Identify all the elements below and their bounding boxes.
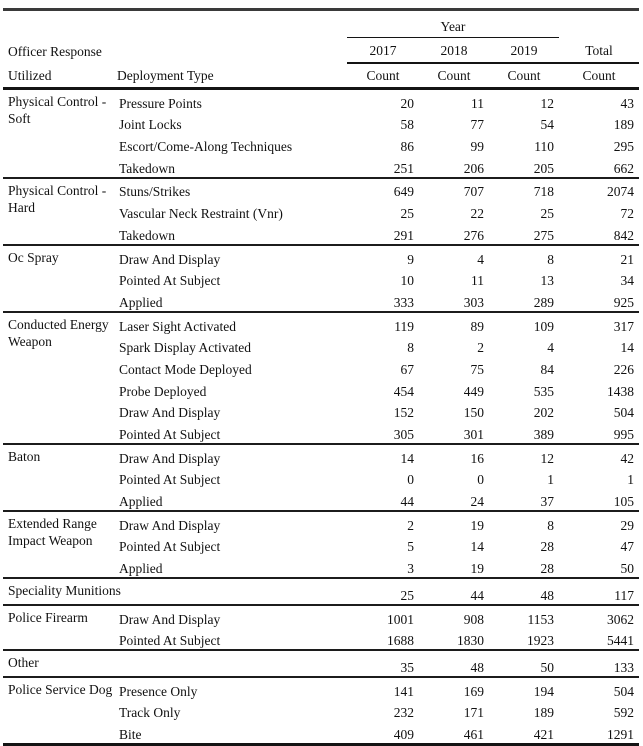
total-count-cell: 3062 (559, 605, 639, 628)
count-cell: 25 (400, 206, 414, 222)
deployment-type-cell: Applied (119, 494, 163, 510)
table-row (3, 605, 639, 628)
count-cell: 77 (470, 117, 484, 133)
count-cell: 461 (463, 726, 484, 742)
header-spacer (117, 38, 347, 64)
deployment-type-cell: Draw And Display (117, 511, 347, 534)
year-spanner-row (3, 10, 639, 38)
count-cell: 718 (489, 178, 559, 201)
table-row (3, 578, 639, 605)
count-cell: 150 (463, 405, 484, 421)
table-row (3, 677, 639, 700)
table-row (3, 511, 639, 534)
total-count-cell: 189 (613, 117, 634, 133)
count-cell: 11 (471, 273, 484, 289)
count-cell: 13 (540, 273, 554, 289)
count-header-total: Count (559, 63, 639, 89)
total-count-cell: 662 (613, 160, 634, 176)
count-cell: 333 (393, 294, 414, 310)
count-cell: 649 (347, 178, 419, 201)
group-label: Extended Range Impact Weapon (3, 511, 117, 578)
deployment-type-cell: Contact Mode Deployed (119, 361, 252, 377)
count-cell: 4 (547, 340, 554, 356)
total-count-cell: 1438 (607, 383, 634, 399)
count-cell: 11 (471, 95, 484, 111)
total-count-cell: 50 (620, 561, 634, 577)
count-cell: 1688 (387, 633, 414, 649)
deployment-type-cell: Draw And Display (117, 245, 347, 268)
total-count-cell: 117 (559, 578, 639, 605)
column-header-2019: 2019 (489, 38, 559, 64)
deployment-type-cell: Bite (119, 726, 142, 742)
deployment-type-cell: Escort/Come-Along Techniques (119, 139, 293, 155)
count-cell: 275 (533, 227, 554, 243)
count-cell: 37 (540, 494, 554, 510)
count-cell: 3 (407, 561, 414, 577)
count-cell: 194 (489, 677, 559, 700)
count-header-2017: Count (347, 63, 419, 89)
count-cell: 25 (347, 578, 419, 605)
count-cell: 0 (477, 472, 484, 488)
count-cell: 75 (470, 361, 484, 377)
count-cell: 276 (463, 227, 484, 243)
count-cell: 8 (489, 511, 559, 534)
count-cell: 289 (533, 294, 554, 310)
count-cell: 14 (347, 444, 419, 467)
deployment-type-cell: Applied (119, 561, 163, 577)
deployment-type-cell: Pressure Points (119, 95, 202, 111)
count-cell: 12 (540, 95, 554, 111)
count-cell: 454 (393, 383, 414, 399)
count-cell: 99 (470, 139, 484, 155)
count-cell: 35 (347, 650, 419, 677)
total-count-cell: 295 (613, 139, 634, 155)
count-cell: 1153 (489, 605, 559, 628)
count-cell: 67 (400, 361, 414, 377)
total-count-cell: 226 (613, 361, 634, 377)
total-count-cell: 29 (559, 511, 639, 534)
count-cell: 409 (393, 726, 414, 742)
total-count-cell: 105 (613, 494, 634, 510)
deployment-type-header: Deployment Type (117, 63, 347, 89)
total-count-cell: 72 (620, 206, 634, 222)
total-count-cell: 5441 (607, 633, 634, 649)
count-cell: 2 (477, 340, 484, 356)
group-label: Baton (3, 444, 117, 511)
count-cell: 12 (489, 444, 559, 467)
table-row (3, 89, 639, 112)
group-label: Physical Control - Hard (3, 178, 117, 245)
count-cell: 305 (393, 427, 414, 442)
count-cell: 119 (347, 312, 419, 335)
total-count-cell: 2074 (559, 178, 639, 201)
count-header-2018: Count (419, 63, 489, 89)
table-row (3, 444, 639, 467)
count-cell: 25 (540, 206, 554, 222)
total-count-cell: 317 (559, 312, 639, 335)
count-cell: 707 (419, 178, 489, 201)
column-header-2018: 2018 (419, 38, 489, 64)
count-cell: 48 (489, 578, 559, 605)
count-cell: 141 (347, 677, 419, 700)
count-cell: 1001 (347, 605, 419, 628)
deployment-type-cell: Draw And Display (119, 405, 221, 421)
document-page (3, 0, 640, 746)
count-cell: 44 (400, 494, 414, 510)
deployment-type-cell: Takedown (119, 227, 176, 243)
total-count-cell: 21 (559, 245, 639, 268)
group-label: Speciality Munitions (3, 578, 347, 605)
group-label: Other (3, 650, 347, 677)
count-cell: 48 (419, 650, 489, 677)
count-cell: 291 (393, 227, 414, 243)
count-cell: 206 (463, 160, 484, 176)
deployment-type-cell: Track Only (119, 705, 181, 721)
total-count-cell: 34 (620, 273, 634, 289)
count-cell: 28 (540, 539, 554, 555)
count-cell: 54 (540, 117, 554, 133)
count-cell: 4 (419, 245, 489, 268)
deployment-type-cell: Pointed At Subject (119, 633, 221, 649)
count-cell: 19 (470, 561, 484, 577)
count-cell: 0 (407, 472, 414, 488)
deployment-type-cell: Stuns/Strikes (117, 178, 347, 201)
count-cell: 8 (489, 245, 559, 268)
header-spacer (559, 10, 639, 38)
count-cell: 84 (540, 361, 554, 377)
count-cell: 171 (463, 705, 484, 721)
count-cell: 19 (419, 511, 489, 534)
column-header-2017: 2017 (347, 38, 419, 64)
count-cell: 110 (534, 139, 554, 155)
count-cell: 50 (489, 650, 559, 677)
count-cell: 232 (393, 705, 414, 721)
total-count-cell: 925 (613, 294, 634, 310)
count-header-row (3, 63, 639, 89)
count-cell: 2 (347, 511, 419, 534)
count-cell: 9 (347, 245, 419, 268)
deployment-type-cell: Joint Locks (119, 117, 182, 133)
count-cell: 5 (407, 539, 414, 555)
deployment-type-cell: Pointed At Subject (119, 273, 221, 289)
total-count-cell: 1291 (607, 726, 634, 742)
deployment-type-cell: Laser Sight Activated (117, 312, 347, 335)
count-cell: 10 (400, 273, 414, 289)
total-count-cell: 1 (627, 472, 634, 488)
count-cell: 58 (400, 117, 414, 133)
table-row (3, 178, 639, 201)
deployment-type-cell: Probe Deployed (119, 383, 207, 399)
table-row (3, 312, 639, 335)
total-count-cell: 592 (613, 705, 634, 721)
count-cell: 24 (470, 494, 484, 510)
count-cell: 8 (407, 340, 414, 356)
deployment-type-cell: Draw And Display (117, 605, 347, 628)
officer-response-table (3, 8, 639, 746)
deployment-type-cell: Pointed At Subject (119, 539, 221, 555)
group-label: Conducted Energy Weapon (3, 312, 117, 444)
total-count-cell: 43 (620, 95, 634, 111)
year-spanner-label: Year (347, 10, 559, 38)
deployment-type-cell: Applied (119, 294, 163, 310)
count-header-2019: Count (489, 63, 559, 89)
year-columns-row (3, 38, 639, 64)
count-cell: 28 (540, 561, 554, 577)
count-cell: 1830 (457, 633, 484, 649)
count-cell: 389 (533, 427, 554, 442)
total-count-cell: 42 (559, 444, 639, 467)
count-cell: 1 (547, 472, 554, 488)
count-cell: 205 (533, 160, 554, 176)
count-cell: 89 (419, 312, 489, 335)
deployment-type-cell: Draw And Display (117, 444, 347, 467)
deployment-type-cell: Spark Display Activated (119, 340, 251, 356)
row-header-line1: Officer Response (8, 44, 102, 59)
table-header (3, 10, 639, 89)
count-cell: 189 (533, 705, 554, 721)
group-label: Police Service Dog (3, 677, 117, 745)
count-cell: 152 (393, 405, 414, 421)
total-count-cell: 504 (613, 405, 634, 421)
count-cell: 1923 (527, 633, 554, 649)
count-cell: 908 (419, 605, 489, 628)
group-label: Oc Spray (3, 245, 117, 312)
header-spacer (3, 10, 347, 38)
deployment-type-cell: Pointed At Subject (119, 472, 221, 488)
total-count-cell: 47 (620, 539, 634, 555)
deployment-type-cell: Takedown (119, 160, 176, 176)
deployment-type-cell: Vascular Neck Restraint (Vnr) (119, 206, 283, 222)
deployment-type-cell: Presence Only (117, 677, 347, 700)
table-body (3, 89, 639, 745)
count-cell: 301 (463, 427, 484, 442)
count-cell: 86 (400, 139, 414, 155)
count-cell: 44 (419, 578, 489, 605)
table-row (3, 650, 639, 677)
count-cell: 202 (533, 405, 554, 421)
total-count-cell: 995 (613, 427, 634, 442)
count-cell: 109 (489, 312, 559, 335)
count-cell: 421 (533, 726, 554, 742)
row-header-line2: Utilized (3, 63, 117, 89)
count-cell: 449 (463, 383, 484, 399)
count-cell: 169 (419, 677, 489, 700)
group-label: Police Firearm (3, 605, 117, 650)
count-cell: 20 (400, 95, 414, 111)
deployment-type-cell: Pointed At Subject (119, 427, 221, 442)
table-row (3, 245, 639, 268)
total-count-cell: 14 (620, 340, 634, 356)
group-label: Physical Control - Soft (8, 94, 107, 126)
count-cell: 16 (419, 444, 489, 467)
total-count-cell: 504 (559, 677, 639, 700)
count-cell: 303 (463, 294, 484, 310)
total-count-cell: 842 (613, 227, 634, 243)
count-cell: 14 (470, 539, 484, 555)
count-cell: 251 (393, 160, 414, 176)
count-cell: 535 (533, 383, 554, 399)
total-count-cell: 133 (559, 650, 639, 677)
count-cell: 22 (470, 206, 484, 222)
column-header-total: Total (559, 38, 639, 64)
